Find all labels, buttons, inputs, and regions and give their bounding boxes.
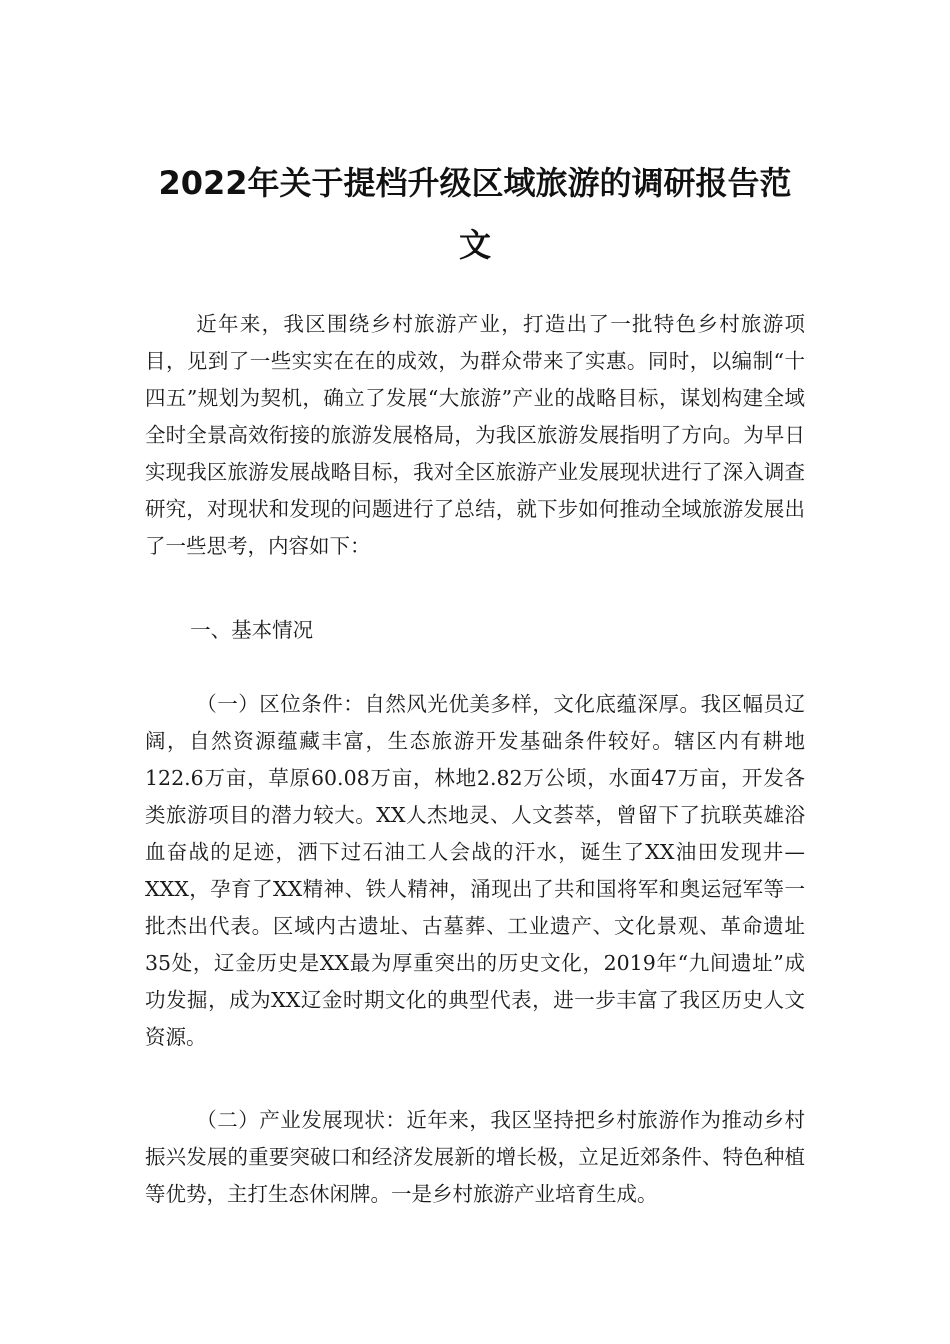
- intro-paragraph: 近年来，我区围绕乡村旅游产业，打造出了一批特色乡村旅游项目，见到了一些实实在在的成效，为群众带来了实惠。同时，以编制“十四五”规划为契机，确立了发展“大旅游”产业的战略目标，谋划构建全域全时全景高效衔接的旅游发展格局，为我区旅游发展指明了方向。为早日实现我区旅游发展战略目标，我对全区旅游产业发展现状进行了深入调查研究，对现状和发现的问题进行了总结，就下步如何推动全域旅游发展出了一些思考，内容如下：: [145, 312, 805, 558]
- industry-status-paragraph: （二）产业发展现状：近年来，我区坚持把乡村旅游作为推动乡村振兴发展的重要突破口和经济发展新的增长极，立足近郊条件、特色种植等优势，主打生态休闲牌。一是乡村旅游产业培育生成。: [145, 1108, 805, 1206]
- section-heading-basic-situation: 一、基本情况: [190, 618, 314, 642]
- document-title: 2022年关于提档升级区域旅游的调研报告范文: [158, 164, 792, 264]
- location-conditions-paragraph: （一）区位条件：自然风光优美多样，文化底蕴深厚。我区幅员辽阔，自然资源蕴藏丰富，生态旅游开发基础条件较好。辖区内有耕地122.6万亩，草原60.08万亩，林地2.82万公顷，水面47万亩，开发各类旅游项目的潜力较大。XX人杰地灵、人文荟萃，曾留下了抗联英雄浴血奋战的足迹，洒下过石油工人会战的汗水，诞生了XX油田发现井—XXX，孕育了XX精神、铁人精神，涌现出了共和国将军和奥运冠军等一批杰出代表。区域内古遗址、古墓葬、工业遗产、文化景观、革命遗址35处，辽金历史是XX最为厚重突出的历史文化，2019年“九间遗址”成功发掘，成为XX辽金时期文化的典型代表，进一步丰富了我区历史人文资源。: [145, 692, 805, 1049]
